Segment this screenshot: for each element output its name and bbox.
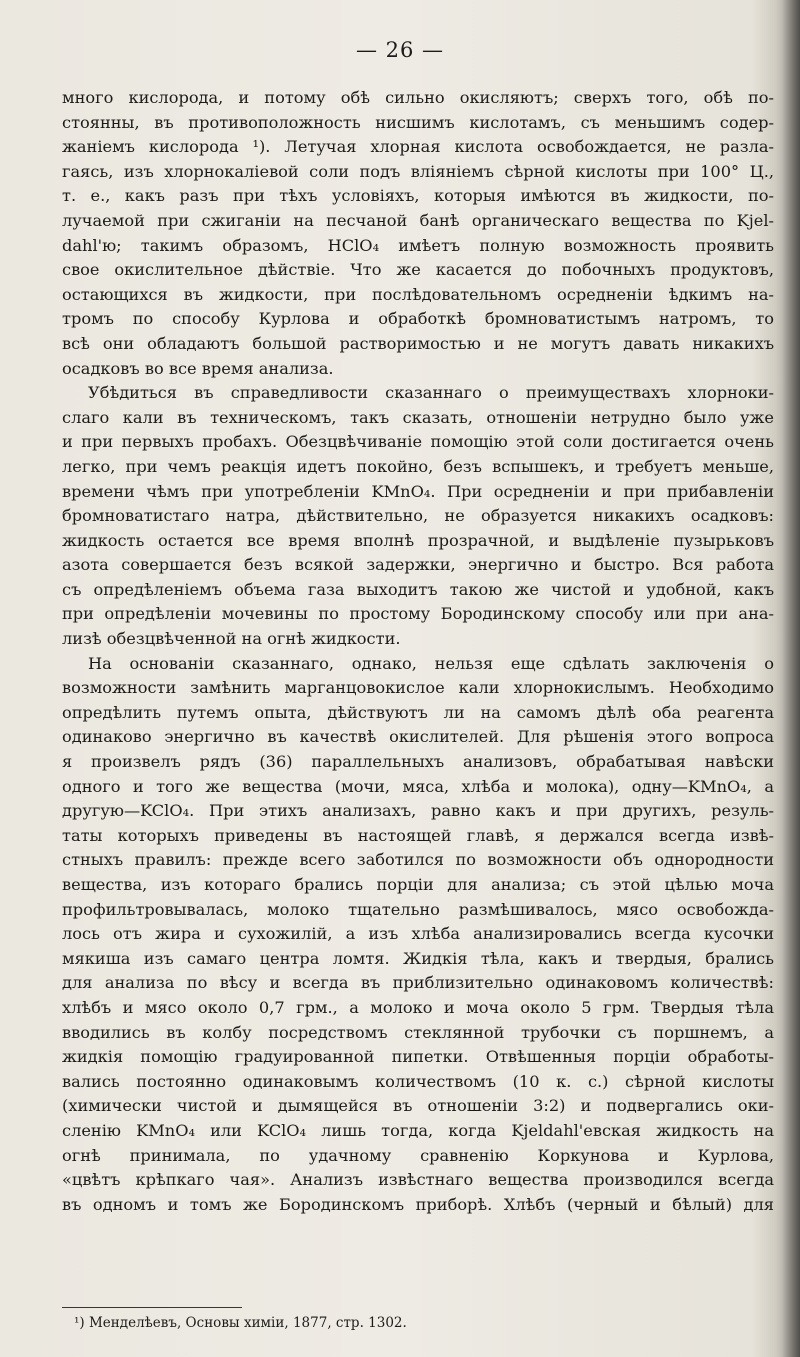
text-line: въ одномъ и томъ же Бородинскомъ приборѣ. Хлѣбъ (черный и бѣлый) для [62,1194,774,1214]
text-line: стоянны, въ противоположность нисшимъ кислотамъ, съ меньшимъ содер- [62,112,774,132]
text-line: жаніемъ кислорода ¹). Летучая хлорная кислота освобождается, не разла- [62,137,774,157]
text-line: я произвелъ рядъ (36) параллельныхъ анализовъ, обрабатывая навѣски [62,752,774,772]
page-number: — 26 — [355,38,445,62]
text-line: вались постоянно одинаковымъ количествомъ (10 к. с.) сѣрной кислоты [62,1071,774,1091]
text-line: осадковъ во все время анализа. [62,358,334,378]
text-line: профильтровывалась, молоко тщательно размѣшивалось, мясо освобожда- [62,899,774,919]
text-line: всѣ они обладаютъ большой растворимостью и не могутъ давать никакихъ [62,333,774,353]
text-line: одинаково энергично въ качествѣ окислителей. Для рѣшенія этого вопроса [62,727,774,747]
footnote-divider [62,1307,242,1308]
text-line: слаго кали въ техническомъ, такъ сказать, отношеніи нетрудно было уже [62,407,774,427]
text-line: «цвѣтъ крѣпкаго чая». Анализъ извѣстнаго вещества производился всегда [62,1170,774,1190]
text-line: и при первыхъ пробахъ. Обезцвѣчиваніе помощію этой соли достигается очень [62,432,774,452]
text-line: тромъ по способу Курлова и обработкѣ бромноватистымъ натромъ, то [62,309,774,329]
text-line: сленію KMnO₄ или KClO₄ лишь тогда, когда Kjeldahl'евская жидкость на [62,1120,774,1140]
text-line: много кислорода, и потому обѣ сильно окисляютъ; сверхъ того, обѣ по- [62,88,774,107]
text-line: одного и того же вещества (мочи, мяса, хлѣба и молока), одну—KMnO₄, а [62,776,774,796]
paragraph-start-line: На основаніи сказаннаго, однако, нельзя еще сдѣлать заключенія о [88,653,774,673]
text-line: бромноватистаго натра, дѣйствительно, не образуется никакихъ осадковъ: [62,506,774,526]
text-line: легко, при чемъ реакція идетъ покойно, безъ вспышекъ, и требуетъ меньше, [62,456,774,476]
text-line: съ опредѣленіемъ объема газа выходитъ такою же чистой и удобной, какъ [62,579,774,599]
text-line: вводились въ колбу посредствомъ стеклянной трубочки съ поршнемъ, а [62,1022,774,1042]
text-line: мякиша изъ самаго центра ломтя. Жидкія тѣла, какъ и твердыя, брались [62,948,774,968]
body-text [62,86,774,1217]
text-line: (химически чистой и дымящейся въ отношеніи 3:2) и подвергались оки- [62,1096,774,1116]
text-line: лучаемой при сжиганіи на песчаной банѣ органическаго вещества по Kjel- [62,210,774,230]
footnote: ¹) Менделѣевъ, Основы химіи, 1877, стр. 1302. [74,1315,407,1331]
text-line: хлѣбъ и мясо около 0,7 грм., а молоко и моча около 5 грм. Твердыя тѣла [62,997,774,1017]
text-line: жидкость остается все время вполнѣ прозрачной, и выдѣленіе пузырьковъ [62,530,774,550]
text-line: для анализа по вѣсу и всегда въ приблизительно одинаковомъ количествѣ: [62,973,774,993]
text-line: стныхъ правилъ: прежде всего заботился по возможности объ однородности [62,850,774,870]
text-line: таты которыхъ приведены въ настоящей главѣ, я держался всегда извѣ- [62,825,774,845]
text-line: остающихся въ жидкости, при послѣдовательномъ осредненіи ѣдкимъ на- [62,284,774,304]
paragraph-start-line: Убѣдиться въ справедливости сказаннаго о преимуществахъ хлорноки- [88,383,774,403]
text-line: азота совершается безъ всякой задержки, энергично и быстро. Вся работа [62,555,774,575]
text-line: гаясь, изъ хлорнокаліевой соли подъ вліяніемъ сѣрной кислоты при 100° Ц., [62,161,774,181]
text-line: другую—KClO₄. При этихъ анализахъ, равно какъ и при другихъ, резуль- [62,801,774,821]
text-line: лось отъ жира и сухожилій, а изъ хлѣба анализировались всегда кусочки [62,924,774,944]
text-line: dahl'ю; такимъ образомъ, HClO₄ имѣетъ полную возможность проявить [62,235,774,255]
text-line: времени чѣмъ при употребленіи KMnO₄. При осредненіи и при прибавленіи [62,481,774,501]
text-line: т. е., какъ разъ при тѣхъ условіяхъ, которыя имѣются въ жидкости, по- [62,186,774,206]
page-edge-shadow [782,0,800,1357]
text-line: возможности замѣнить марганцовокислое кали хлорнокислымъ. Необходимо [62,678,774,698]
text-line: при опредѣленіи мочевины по простому Бородинскому способу или при ана- [62,604,774,624]
text-line: лизѣ обезцвѣченной на огнѣ жидкости. [62,629,401,649]
text-line: огнѣ принимала, по удачному сравненію Коркунова и Курлова, [62,1145,774,1165]
text-line: опредѣлить путемъ опыта, дѣйствуютъ ли на самомъ дѣлѣ оба реагента [62,702,774,722]
text-line: свое окислительное дѣйствіе. Что же касается до побочныхъ продуктовъ, [62,260,774,280]
text-line: жидкія помощію градуированной пипетки. Отвѣшенныя порціи обработы- [62,1047,774,1067]
text-line: вещества, изъ котораго брались порціи для анализа; съ этой цѣлью моча [62,875,774,894]
